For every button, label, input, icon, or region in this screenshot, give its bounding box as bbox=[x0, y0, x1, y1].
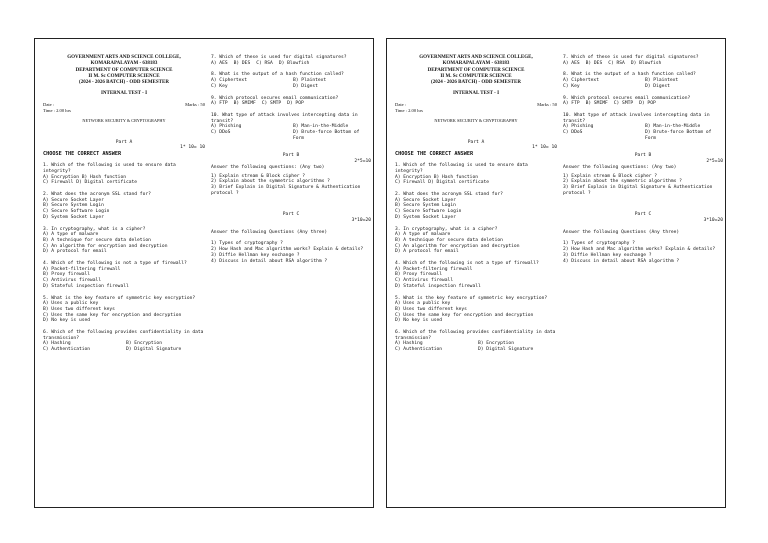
question-item bbox=[211, 113, 371, 142]
answer-options bbox=[395, 175, 557, 186]
answer-option: C) RSA bbox=[608, 60, 625, 66]
answer-option: D) POP bbox=[639, 101, 656, 107]
column-left bbox=[43, 55, 205, 353]
college-name: GOVERNMENT ARTS AND SCIENCE COLLEGE, bbox=[419, 55, 533, 60]
question-text: 7. Which of these is used for digital signatures? bbox=[563, 55, 699, 60]
answer-options bbox=[211, 124, 371, 141]
question-item bbox=[563, 72, 723, 89]
department: DEPARTMENT OF COMPUTER SCIENCE bbox=[427, 67, 525, 73]
part-b-instruction: Answer the following questions: (Any two) bbox=[563, 164, 677, 170]
answer-option: A) AES bbox=[563, 60, 580, 66]
answer-options bbox=[211, 101, 371, 107]
department: DEPARTMENT OF COMPUTER SCIENCE bbox=[75, 67, 173, 73]
answer-option: B) Proxy firewall bbox=[395, 272, 443, 278]
question-text: 8. What is the output of a hash function called? bbox=[563, 72, 696, 78]
answer-option: D) A protocol for email bbox=[43, 249, 107, 255]
answer-option: D) No key is used bbox=[43, 318, 91, 324]
answer-options bbox=[395, 267, 557, 290]
part-b-marks: 2*5=10 bbox=[706, 159, 723, 165]
question-item bbox=[43, 192, 205, 221]
column-right bbox=[211, 55, 371, 264]
answer-option: B) Plaintext bbox=[645, 78, 679, 84]
question-text: 1. Which of the following is used to ensure data integrity? bbox=[395, 163, 528, 174]
part-a-instruction: CHOOSE THE CORRECT ANSWER bbox=[395, 151, 474, 158]
question-text: 9. Which protocol secures email communication? bbox=[563, 95, 691, 101]
exam-page-right bbox=[386, 38, 726, 508]
answer-option: B) Uses two different keys bbox=[43, 306, 115, 312]
answer-option: C) Secure Software Login bbox=[395, 209, 462, 215]
answer-option: D) System Socket Layer bbox=[43, 214, 104, 220]
answer-option: C) DDoS bbox=[563, 130, 583, 136]
answer-option: D) Digital Signature bbox=[478, 347, 534, 353]
answer-option: A) Hashing bbox=[395, 341, 423, 347]
part-c-question: 4) Discuss in detail about RSA algorithm ? bbox=[211, 258, 328, 264]
part-b-question: 1) Explain stream & Block cipher ? bbox=[211, 173, 306, 179]
answer-option: C) RSA bbox=[256, 60, 273, 66]
answer-option: A) Encryption B) Hash function bbox=[43, 174, 126, 180]
answer-option: D) Stateful inspection firewall bbox=[43, 283, 129, 289]
part-c-question: 4) Discuss in detail about RSA algorithm ? bbox=[563, 258, 680, 264]
question-item bbox=[563, 55, 723, 66]
question-item bbox=[395, 261, 557, 290]
answer-options bbox=[395, 232, 557, 255]
answer-options bbox=[43, 175, 205, 186]
part-a-title: Part A bbox=[467, 139, 485, 145]
time-label: Time : 2.00 hrs bbox=[395, 107, 423, 113]
answer-option: D) Brute-force Bottom of Form bbox=[293, 130, 360, 141]
question-item bbox=[563, 96, 723, 107]
answer-option: D) System Socket Layer bbox=[395, 214, 456, 220]
answer-option: D) Digest bbox=[645, 83, 670, 89]
question-list-right bbox=[211, 55, 371, 141]
part-c-question: 2) How Hash and Mac algorithm works? Explain & details? bbox=[563, 247, 716, 253]
answer-options bbox=[563, 61, 723, 67]
subject-title: NETWORK SECURITY & CRYPTOGRAPHY bbox=[82, 117, 166, 123]
part-b-question: 3) Brief Explain in Digital Signature & Authentication protocol ? bbox=[563, 184, 713, 196]
question-list-right bbox=[563, 55, 723, 141]
question-item bbox=[395, 192, 557, 221]
question-item bbox=[43, 163, 205, 186]
answer-options bbox=[563, 78, 723, 89]
answer-options bbox=[43, 232, 205, 255]
answer-options bbox=[395, 301, 557, 324]
answer-option: C) Firewall D) Digital certificate bbox=[43, 180, 138, 186]
college-header bbox=[395, 55, 557, 98]
question-list-left bbox=[395, 163, 557, 353]
answer-option: D) Stateful inspection firewall bbox=[395, 283, 481, 289]
answer-option: A) Ciphertext bbox=[211, 78, 247, 84]
part-c-marks: 3*10=20 bbox=[351, 218, 371, 224]
answer-option: D) Blowfish bbox=[630, 60, 662, 66]
question-item bbox=[395, 163, 557, 186]
answer-option: C) Authentication bbox=[395, 347, 443, 353]
column-right bbox=[563, 55, 723, 264]
answer-option: D) POP bbox=[287, 101, 304, 107]
answer-options bbox=[211, 78, 371, 89]
part-c-list bbox=[563, 241, 723, 264]
answer-option: B) DES bbox=[585, 60, 603, 66]
answer-options bbox=[563, 124, 723, 141]
part-c-marks: 3*10=20 bbox=[703, 218, 723, 224]
answer-option: D) Blowfish bbox=[278, 60, 310, 66]
answer-option: D) No key is used bbox=[395, 318, 443, 324]
part-c-question: 2) How Hash and Mac algorithm works? Explain & details? bbox=[211, 247, 364, 253]
question-item bbox=[43, 296, 205, 325]
question-text: 6. Which of the following provides confidentiality in data transmission? bbox=[43, 330, 204, 341]
answer-option: D) Brute-force Bottom of Form bbox=[645, 130, 712, 141]
answer-option: B) Man-in-the-Middle bbox=[293, 124, 349, 130]
answer-options bbox=[563, 101, 723, 107]
answer-option: C) Authentication bbox=[43, 347, 91, 353]
question-item bbox=[395, 296, 557, 325]
answer-option: A) A type of malware bbox=[395, 232, 451, 238]
answer-options bbox=[211, 61, 371, 67]
marks-label: Marks : 50 bbox=[185, 101, 205, 107]
question-item bbox=[211, 55, 371, 66]
marks-label: Marks : 50 bbox=[537, 101, 557, 107]
part-c-title: Part C bbox=[634, 212, 652, 218]
question-item bbox=[211, 96, 371, 107]
answer-options bbox=[43, 301, 205, 324]
question-item bbox=[43, 261, 205, 290]
answer-option: C) DDoS bbox=[211, 130, 231, 136]
answer-option: A) Uses a public key bbox=[43, 301, 99, 307]
question-text: 2. What does the acronym SSL stand for? bbox=[395, 192, 503, 197]
answer-option: B) SMIMF bbox=[233, 101, 256, 107]
question-text: 1. Which of the following is used to ensure data integrity? bbox=[43, 163, 176, 174]
part-b-list bbox=[211, 174, 371, 197]
part-b-title: Part B bbox=[634, 153, 652, 159]
date-label: Date : bbox=[395, 101, 407, 107]
answer-option: B) Proxy firewall bbox=[43, 272, 91, 278]
answer-option: C) Secure Software Login bbox=[43, 209, 110, 215]
question-item bbox=[211, 72, 371, 89]
question-text: 5. What is the key feature of symmetric key encryption? bbox=[395, 295, 548, 301]
answer-option: D) A protocol for email bbox=[395, 249, 459, 255]
answer-option: C) Antivirus firewall bbox=[395, 278, 454, 284]
part-c-question: 3) Diffie Hellman key exchange ? bbox=[563, 252, 652, 258]
answer-options bbox=[43, 341, 205, 352]
question-text: 9. Which protocol secures email communication? bbox=[211, 95, 339, 101]
college-name: GOVERNMENT ARTS AND SCIENCE COLLEGE, bbox=[67, 55, 181, 60]
answer-option: B) Man-in-the-Middle bbox=[645, 124, 701, 130]
part-b-marks: 2*5=10 bbox=[354, 159, 371, 165]
answer-option: B) Secure System Login bbox=[395, 203, 456, 209]
answer-option: A) Uses a public key bbox=[395, 301, 451, 307]
part-b-question: 2) Explain about the symmetric algorithms ? bbox=[563, 179, 682, 185]
part-c-question: 1) Types of cryptography ? bbox=[211, 241, 283, 247]
question-item bbox=[395, 227, 557, 256]
part-b-list bbox=[563, 174, 723, 197]
answer-options bbox=[43, 198, 205, 221]
answer-option: A) Ciphertext bbox=[563, 78, 599, 84]
subject-title: NETWORK SECURITY & CRYPTOGRAPHY bbox=[434, 117, 518, 123]
question-text: 3. In cryptography, what is a cipher? bbox=[395, 226, 498, 232]
answer-option: B) A technique for secure data deletion bbox=[43, 237, 151, 243]
answer-option: C) Uses the same key for encryption and decryption bbox=[43, 312, 182, 318]
answer-option: A) Phishing bbox=[211, 124, 242, 130]
answer-option: A) Phishing bbox=[563, 124, 594, 130]
question-item bbox=[43, 227, 205, 256]
column-left bbox=[395, 55, 557, 353]
answer-option: C) Key bbox=[563, 83, 580, 89]
college-place: KOMARAPALAYAM - 638183 bbox=[90, 61, 158, 67]
question-text: 3. In cryptography, what is a cipher? bbox=[43, 226, 146, 232]
answer-option: A) A type of malware bbox=[43, 232, 99, 238]
college-place: KOMARAPALAYAM - 638183 bbox=[442, 61, 510, 67]
college-header bbox=[43, 55, 205, 98]
answer-option: A) AES bbox=[211, 60, 228, 66]
class-name: II M. Sc COMPUTER SCIENCE bbox=[440, 73, 512, 79]
question-text: 7. Which of these is used for digital signatures? bbox=[211, 55, 347, 60]
question-item bbox=[563, 113, 723, 142]
answer-option: C) SMTP bbox=[613, 101, 634, 107]
question-text: 10. What type of attack involves intercepting data in transit? bbox=[211, 112, 358, 124]
answer-option: D) Digital Signature bbox=[126, 347, 182, 353]
part-b-instruction: Answer the following questions: (Any two) bbox=[211, 164, 325, 170]
part-c-list bbox=[211, 241, 371, 264]
part-a-instruction: CHOOSE THE CORRECT ANSWER bbox=[43, 151, 122, 158]
answer-option: B) Encryption bbox=[478, 341, 514, 347]
answer-option: C) An algorithm for encryption and decryption bbox=[43, 243, 168, 249]
part-a-marks: 1* 10= 10 bbox=[180, 145, 205, 151]
answer-option: A) Encryption B) Hash function bbox=[395, 174, 478, 180]
answer-option: C) Key bbox=[211, 83, 228, 89]
answer-options bbox=[43, 267, 205, 290]
batch: (2024 - 2026 BATCH) - ODD SEMESTER bbox=[79, 80, 169, 86]
part-a-title: Part A bbox=[115, 139, 133, 145]
date-label: Date : bbox=[43, 101, 55, 107]
question-text: 2. What does the acronym SSL stand for? bbox=[43, 192, 151, 197]
answer-option: D) Digest bbox=[293, 83, 318, 89]
answer-option: A) Secure Socket Layer bbox=[395, 197, 456, 203]
part-b-question: 1) Explain stream & Block cipher ? bbox=[563, 173, 658, 179]
question-text: 10. What type of attack involves intercepting data in transit? bbox=[563, 112, 710, 124]
answer-option: B) SMIMF bbox=[585, 101, 608, 107]
answer-option: B) A technique for secure data deletion bbox=[395, 237, 503, 243]
answer-option: A) Packet-filtering firewall bbox=[43, 266, 121, 272]
answer-option: B) DES bbox=[233, 60, 251, 66]
batch: (2024 - 2026 BATCH) - ODD SEMESTER bbox=[431, 80, 521, 86]
time-label: Time : 2.00 hrs bbox=[43, 107, 71, 113]
question-text: 6. Which of the following provides confidentiality in data transmission? bbox=[395, 330, 556, 341]
test-name: INTERNAL TEST - I bbox=[452, 91, 500, 97]
answer-option: A) FTP bbox=[211, 101, 228, 107]
question-text: 8. What is the output of a hash function called? bbox=[211, 72, 344, 78]
part-a-marks: 1* 10= 10 bbox=[532, 145, 557, 151]
answer-option: B) Plaintext bbox=[293, 78, 327, 84]
answer-option: A) Secure Socket Layer bbox=[43, 197, 104, 203]
question-text: 4. Which of the following is not a type of firewall? bbox=[395, 261, 539, 267]
part-c-question: 3) Diffie Hellman key exchange ? bbox=[211, 252, 300, 258]
answer-option: B) Encryption bbox=[126, 341, 162, 347]
question-text: 4. Which of the following is not a type of firewall? bbox=[43, 261, 187, 267]
answer-option: C) Uses the same key for encryption and decryption bbox=[395, 312, 534, 318]
exam-page-left bbox=[34, 38, 374, 508]
part-c-question: 1) Types of cryptography ? bbox=[563, 241, 635, 247]
answer-option: A) FTP bbox=[563, 101, 580, 107]
answer-option: B) Secure System Login bbox=[43, 203, 104, 209]
part-c-title: Part C bbox=[282, 212, 300, 218]
answer-option: C) SMTP bbox=[261, 101, 282, 107]
part-b-question: 2) Explain about the symmetric algorithms ? bbox=[211, 179, 330, 185]
answer-option: B) Uses two different keys bbox=[395, 306, 467, 312]
answer-options bbox=[395, 198, 557, 221]
answer-option: A) Hashing bbox=[43, 341, 71, 347]
part-c-instruction: Answer the following Questions (Any three) bbox=[211, 229, 328, 235]
class-name: II M. Sc COMPUTER SCIENCE bbox=[88, 73, 160, 79]
question-list-left bbox=[43, 163, 205, 353]
answer-option: C) Firewall D) Digital certificate bbox=[395, 180, 490, 186]
part-b-question: 3) Brief Explain in Digital Signature & Authentication protocol ? bbox=[211, 184, 361, 196]
answer-option: A) Packet-filtering firewall bbox=[395, 266, 473, 272]
part-c-instruction: Answer the following Questions (Any three) bbox=[563, 229, 680, 235]
question-item bbox=[395, 330, 557, 353]
test-name: INTERNAL TEST - I bbox=[100, 91, 148, 97]
question-item bbox=[43, 330, 205, 353]
part-b-title: Part B bbox=[282, 153, 300, 159]
answer-option: C) An algorithm for encryption and decryption bbox=[395, 243, 520, 249]
answer-option: C) Antivirus firewall bbox=[43, 278, 102, 284]
question-text: 5. What is the key feature of symmetric key encryption? bbox=[43, 295, 196, 301]
answer-options bbox=[395, 341, 557, 352]
